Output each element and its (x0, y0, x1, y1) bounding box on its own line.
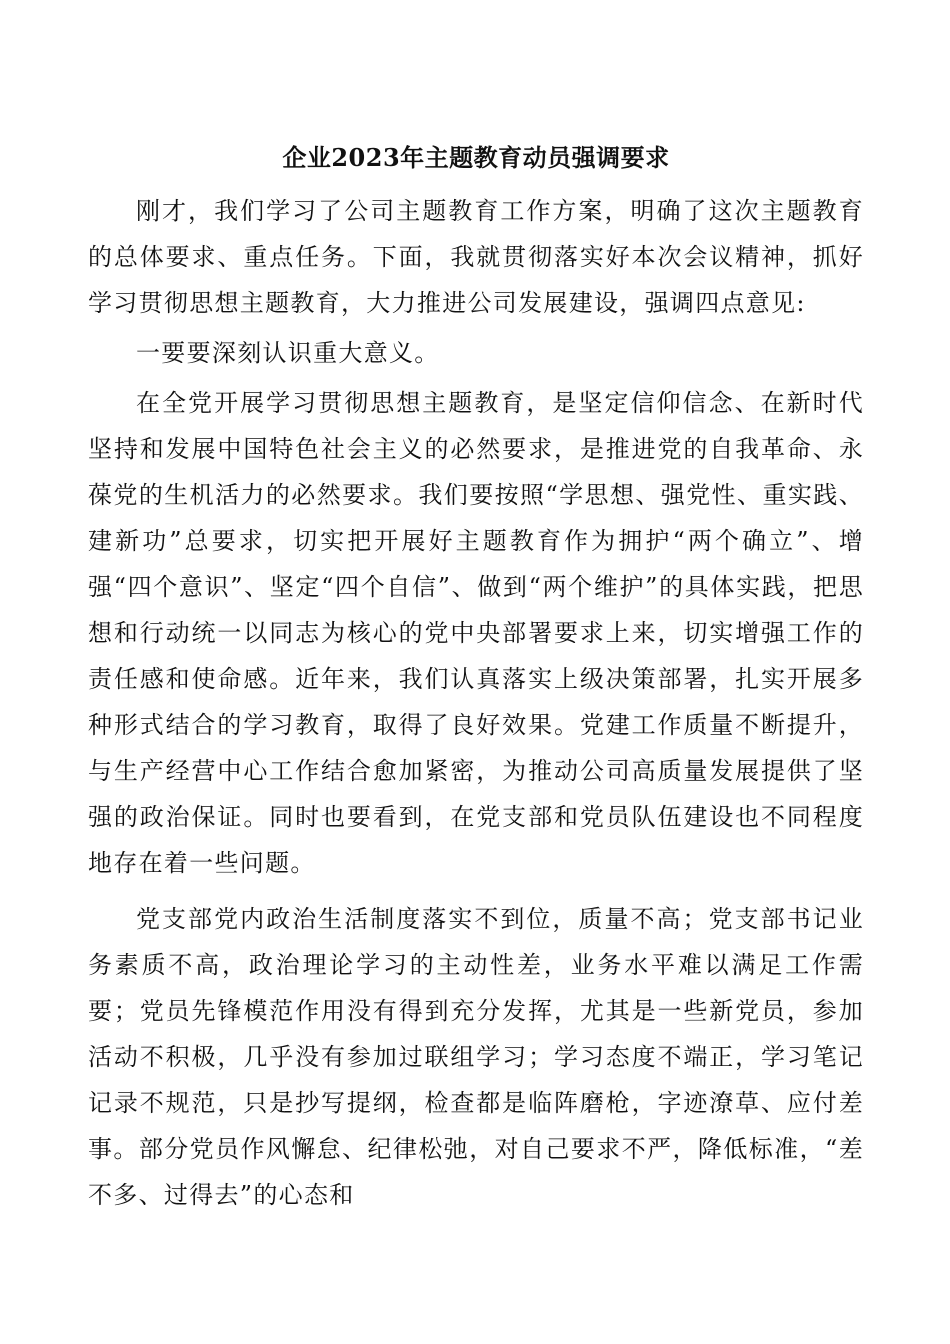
document-body (88, 138, 864, 1218)
section-heading-1: 一要要深刻认识重大意义。 (136, 339, 440, 367)
intro-paragraph: 刚才，我们学习了公司主题教育工作方案，明确了这次主题教育的总体要求、重点任务。下面，我就贯彻落实好本次会议精神，抓好学习贯彻思想主题教育，大力推进公司发展建设，强调四点意见: (88, 197, 864, 317)
problems-paragraph: 党支部党内政治生活制度落实不到位，质量不高；党支部书记业务素质不高，政治理论学习的主动性差，业务水平难以满足工作需要；党员先锋模范作用没有得到充分发挥，尤其是一些新党员，参加活动不积极，几乎没有参加过联组学习；学习态度不端正，学习笔记记录不规范，只是抄写提纲，检查都是临阵磨枪，字迹潦草、应付差事。部分党员作风懈怠、纪律松弛，对自己要求不严，降低标准，“差不多、过得去”的心态和 (88, 905, 864, 1209)
significance-paragraph: 在全党开展学习贯彻思想主题教育，是坚定信仰信念、在新时代坚持和发展中国特色社会主义的必然要求，是推进党的自我革命、永葆党的生机活力的必然要求。我们要按照“学思想、强党性、重实践、建新功”总要求，切实把开展好主题教育作为拥护“两个确立”、增强“四个意识”、坚定“四个自信”、做到“两个维护”的具体实践，把思想和行动统一以同志为核心的党中央部署要求上来，切实增强工作的责任感和使命感。近年来，我们认真落实上级决策部署，扎实开展多种形式结合的学习教育，取得了良好效果。党建工作质量不断提升，与生产经营中心工作结合愈加紧密，为推动公司高质量发展提供了坚强的政治保证。同时也要看到，在党支部和党员队伍建设也不同程度地存在着一些问题。 (88, 389, 864, 877)
document-title: 企业2023年主题教育动员强调要求 (282, 143, 670, 172)
